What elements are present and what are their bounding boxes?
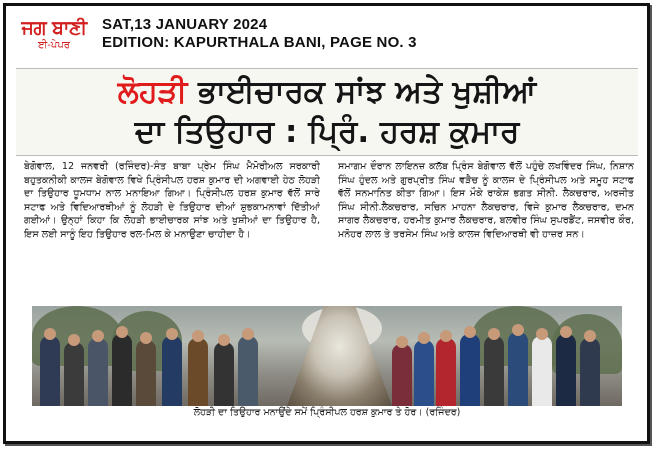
headline-line-1 [16,73,638,111]
logo-subtitle: ਈ-ਪੇਪਰ [38,40,70,51]
edition-date: SAT,13 JANUARY 2024 [102,16,268,33]
headline-line-1-rest: ਭਾਈਚਾਰਕ ਸਾਂਝ ਅਤੇ ਖੁਸ਼ੀਆਂ [187,74,537,110]
photo-caption: ਲੋਹੜੀ ਦਾ ਤਿਉਹਾਰ ਮਨਾਉਂਦੇ ਸਮੇਂ ਪ੍ਰਿੰਸੀਪਲ ਹਰਸ਼ ਕੁਮਾਰ ਤੇ ਹੋਰ। (ਰਜਿੰਦਰ) [193,407,461,418]
event-photo [32,306,622,406]
article-column-left [24,160,320,306]
article-text-right: ਸਮਾਗਮ ਦੌਰਾਨ ਲਾਇਨਜ਼ ਕਲੱਬ ਪ੍ਰਿੰਸ ਬੇਗੋਵਾਲ ਵੱਲੋਂ ਪਹੁੰਚੇ ਲਖਵਿੰਦਰ ਸਿੰਘ, ਨਿਸ਼ਾਨ ਸਿੰਘ ਹੁੰਦਲ ਅਤੇ ਗੁਰਪ੍ਰੀਤ ਸਿੰਘ ਵੜੈਚ ਨੂੰ ਕਾਲਜ ਦੇ ਪ੍ਰਿੰਸੀਪਲ ਅਤੇ ਸਮੂਹ ਸਟਾਫ ਵੱਲੋਂ ਸਨਮਾਨਿਤ ਕੀਤਾ ਗਿਆ। ਇਸ ਮੌਕੇ ਰਾਕੇਸ਼ ਭਗਤ ਸੀਨੀ. ਲੈਕਚਰਾਰ, ਅਰਜੀਤ ਸਿੰਘ ਸੀਨੀ.ਲੈਕਚਰਾਰ, ਸਚਿਨ ਮਾਹਨਾ ਲੈਕਚਰਾਰ, ਵਿਜੇ ਕੁਮਾਰ ਲੈਕਚਰਾਰ, ਦਮਨ ਸਾਗਰ ਲੈਕਚਰਾਰ, ਹਰਮੀਤ ਕੁਮਾਰ ਲੈਕਚਰਾਰ, ਬਲਵੀਰ ਸਿੰਘ ਸੁਪਰਡੈਂਟ, ਜਸਵੀਰ ਕੌਰ, ਮਨੋਹਰ ਲਾਲ ਤੇ ਤਰਸੇਮ ਸਿੰਘ ਅਤੇ ਕਾਲਜ ਵਿਦਿਆਰਥੀ ਵੀ ਹਾਜ਼ਰ ਸਨ। [338,161,634,240]
headline-line-2: ਦਾ ਤਿਉਹਾਰ : ਪ੍ਰਿੰ. ਹਰਸ਼ ਕੁਮਾਰ [134,114,520,150]
headline-highlight: ਲੋਹੜੀ [117,74,188,110]
article-column-right [338,160,634,306]
newspaper-logo [16,16,92,60]
headline [16,68,638,156]
logo-title: ਜਗ ਬਾਣੀ [21,17,87,39]
edition-info: EDITION: KAPURTHALA BANI, PAGE NO. 3 [102,34,417,51]
article-text-left: ਬੇਗੋਵਾਲ, 12 ਜਨਵਰੀ (ਰਜਿੰਦਰ)-ਸੰਤ ਬਾਬਾ ਪ੍ਰੇਮ ਸਿੰਘ ਮੈਮੋਰੀਅਲ ਸਰਕਾਰੀ ਬਹੁਤਕਨੀਕੀ ਕਾਲਜ ਬੇਗੋਵਾਲ ਵਿਖੇ ਪ੍ਰਿੰਸੀਪਲ ਹਰਸ਼ ਕੁਮਾਰ ਦੀ ਅਗਵਾਈ ਹੇਠ ਲੋਹੜੀ ਦਾ ਤਿਉਹਾਰ ਧੂਮਧਾਮ ਨਾਲ ਮਨਾਇਆ ਗਿਆ। ਪ੍ਰਿੰਸੀਪਲ ਹਰਸ਼ ਕੁਮਾਰ ਵੱਲੋਂ ਸਾਰੇ ਸਟਾਫ ਅਤੇ ਵਿਦਿਆਰਥੀਆਂ ਨੂੰ ਲੋਹੜੀ ਦੇ ਤਿਉਹਾਰ ਦੀਆਂ ਸ਼ੁਭਕਾਮਨਾਵਾਂ ਦਿੱਤੀਆਂ ਗਈਆਂ। ਉਨ੍ਹਾਂ ਕਿਹਾ ਕਿ ਲੋਹੜੀ ਭਾਈਚਾਰਕ ਸਾਂਝ ਅਤੇ ਖੁਸ਼ੀਆਂ ਦਾ ਤਿਉਹਾਰ ਹੈ, ਇਸ ਲਈ ਸਾਨੂੰ ਇਹ ਤਿਉਹਾਰ ਰਲ-ਮਿਲ ਕੇ ਮਨਾਉਣਾ ਚਾਹੀਦਾ ਹੈ। [24,161,320,240]
edition-header [102,16,522,52]
